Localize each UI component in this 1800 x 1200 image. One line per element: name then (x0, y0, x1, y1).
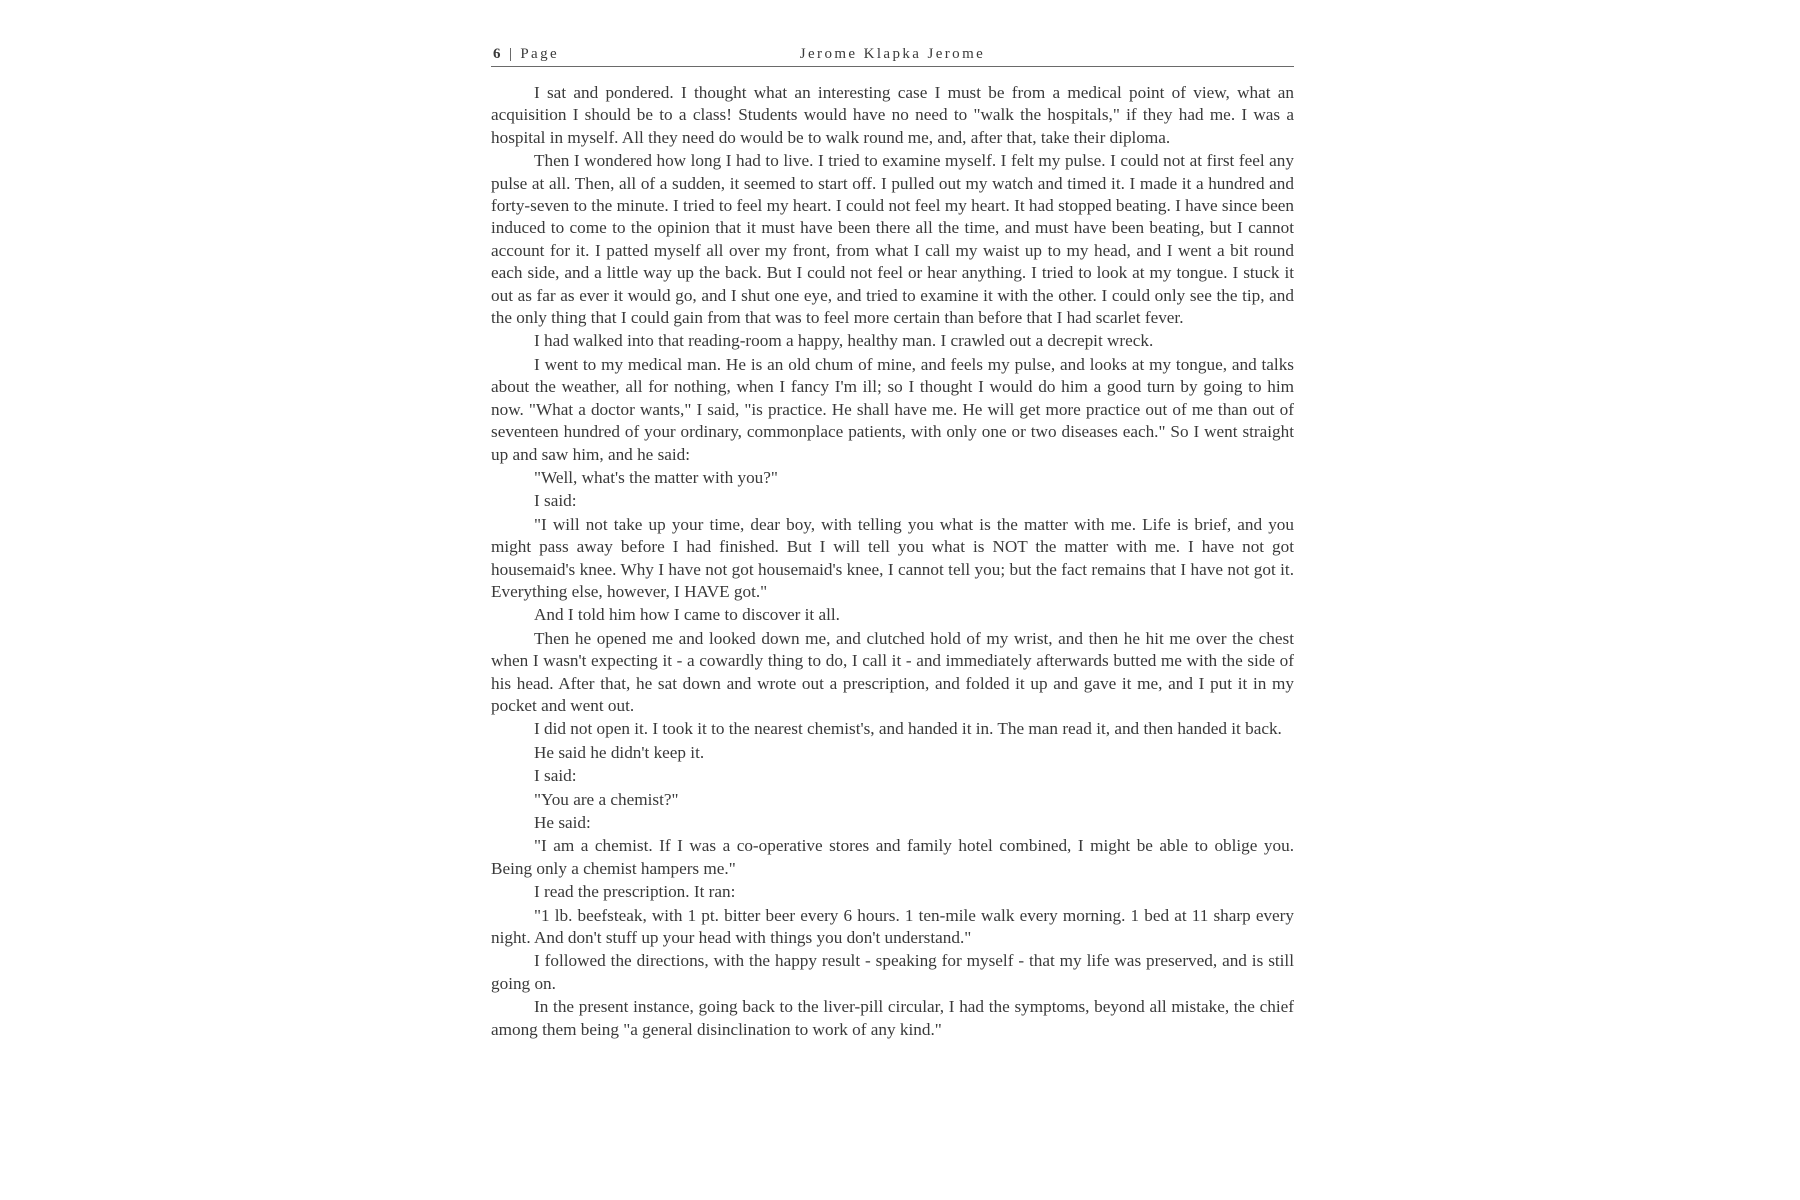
header-author: Jerome Klapka Jerome (799, 46, 986, 62)
paragraph: Then he opened me and looked down me, and clutched hold of my wrist, and then he hit me over the chest when I wasn't expecting it - a cowardly thing to do, I call it - and immediately afterwards butted me with the side of his head. After that, he sat down and wrote out a prescription, and folded it up and gave it me, and I put it in my pocket and went out. (491, 628, 1294, 715)
document-page (491, 44, 1294, 1164)
paragraph: He said he didn't keep it. (534, 742, 705, 762)
paragraph: "You are a chemist?" (534, 789, 679, 809)
paragraph: I had walked into that reading-room a happy, healthy man. I crawled out a decrepit wreck. (534, 331, 1154, 351)
body-text (491, 82, 1294, 1041)
running-header (491, 44, 1294, 67)
paragraph: Then I wondered how long I had to live. I tried to examine myself. I felt my pulse. I could not at first feel any pulse at all. Then, all of a sudden, it seemed to start off. I pulled out my watch and timed it. I made it a hundred and forty-seven to the minute. I tried to feel my heart. I could not feel my heart. It had stopped beating. I have since been induced to come to the opinion that it must have been there all the time, and must have been beating, but I cannot account for it. I patted myself all over my front, from what I call my waist up to my head, and I went a bit round each side, and a little way up the back. But I could not feel or hear anything. I tried to look at my tongue. I stuck it out as far as ever it would go, and I shut one eye, and tried to examine it with the other. I could only see the tip, and the only thing that I could gain from that was to feel more certain than before that I had scarlet fever. (491, 151, 1294, 328)
page-number: 6 (493, 46, 503, 62)
paragraph: In the present instance, going back to the liver-pill circular, I had the symptoms, beyond all mistake, the chief among them being "a general disinclination to work of any kind." (491, 997, 1294, 1039)
paragraph: I followed the directions, with the happy result - speaking for myself - that my life was preserved, and is still going on. (491, 951, 1294, 993)
page-label: Page (520, 46, 560, 62)
paragraph: "I will not take up your time, dear boy, with telling you what is the matter with me. Life is brief, and you might pass away before I had finished. But I will tell you what is NOT the matter with me. I have not got housemaid's knee. Why I have not got housemaid's knee, I cannot tell you; but the fact remains that I have not got it. Everything else, however, I HAVE got." (491, 514, 1294, 601)
paragraph: I did not open it. I took it to the nearest chemist's, and handed it in. The man read it, and then handed it back. (534, 719, 1282, 739)
paragraph: "1 lb. beefsteak, with 1 pt. bitter beer every 6 hours. 1 ten-mile walk every morning. 1 bed at 11 sharp every night. And don't stuff up your head with things you don't understand." (491, 905, 1294, 948)
paragraph: "I am a chemist. If I was a co-operative stores and family hotel combined, I might be able to oblige you. Being only a chemist hampers me." (491, 836, 1294, 878)
paragraph: I sat and pondered. I thought what an interesting case I must be from a medical point of view, what an acquisition I should be to a class! Students would have no need to "walk the hospitals," if they had me. I was a hospital in myself. All they need do would be to walk round me, and, after that, take their diploma. (491, 83, 1294, 147)
header-separator: | (508, 46, 515, 62)
paragraph: I said: (534, 766, 577, 786)
paragraph: "Well, what's the matter with you?" (534, 467, 778, 487)
paragraph: I said: (534, 491, 577, 511)
paragraph: And I told him how I came to discover it all. (534, 605, 840, 625)
paragraph: I read the prescription. It ran: (534, 882, 736, 902)
paragraph: He said: (534, 813, 591, 832)
paragraph: I went to my medical man. He is an old chum of mine, and feels my pulse, and looks at my tongue, and talks about the weather, all for nothing, when I fancy I'm ill; so I thought I would do him a good turn by going to him now. "What a doctor wants," I said, "is practice. He shall have me. He will get more practice out of me than out of seventeen hundred of your ordinary, commonplace patients, with only one or two diseases each." So I went straight up and saw him, and he said: (491, 354, 1294, 464)
